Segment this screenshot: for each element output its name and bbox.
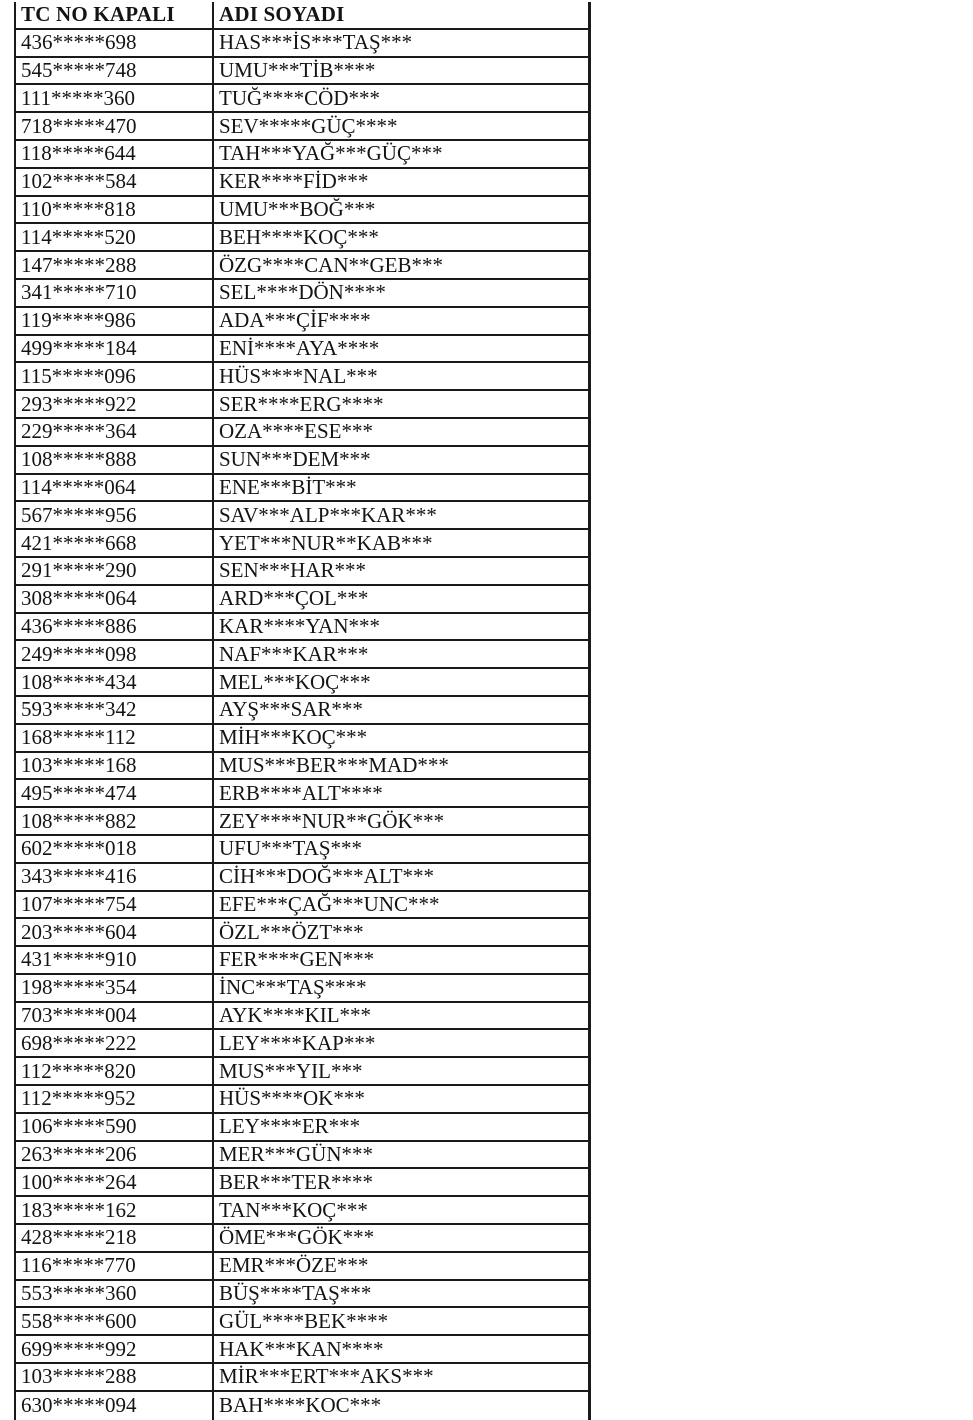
table-row <box>16 1114 588 1142</box>
table-row <box>16 669 588 697</box>
table-row <box>16 1364 588 1392</box>
tc-number-cell: 308*****064 <box>16 586 214 612</box>
name-cell: SUN***DEM*** <box>219 447 371 472</box>
table-row <box>16 753 588 781</box>
tc-number-cell: 114*****520 <box>16 224 214 250</box>
tc-number-cell: 495*****474 <box>16 780 214 806</box>
table-row <box>16 836 588 864</box>
table-row <box>16 1030 588 1058</box>
tc-number-cell: 100*****264 <box>16 1169 214 1195</box>
table-row <box>16 697 588 725</box>
table-row <box>16 308 588 336</box>
name-cell: ÖZL***ÖZT*** <box>219 919 364 944</box>
name-cell: LEY****KAP*** <box>219 1030 376 1055</box>
tc-number-cell: 102*****584 <box>16 169 214 195</box>
table-row <box>16 614 588 642</box>
tc-number-cell: 499*****184 <box>16 336 214 362</box>
name-cell: ARD***ÇOL*** <box>219 586 369 611</box>
table-row <box>16 280 588 308</box>
tc-number-cell: 203*****604 <box>16 919 214 945</box>
tc-number-cell: 119*****986 <box>16 308 214 334</box>
table-body <box>16 30 588 1420</box>
table-row <box>16 780 588 808</box>
name-cell: SEV*****GÜÇ**** <box>219 113 398 138</box>
tc-number-cell: 106*****590 <box>16 1114 214 1140</box>
name-cell: ADA***ÇİF**** <box>219 308 371 333</box>
tc-number-cell: 108*****882 <box>16 808 214 834</box>
tc-number-cell: 183*****162 <box>16 1197 214 1223</box>
tc-number-cell: 110*****818 <box>16 197 214 223</box>
name-cell: CİH***DOĞ***ALT*** <box>219 864 435 889</box>
table-row <box>16 864 588 892</box>
table-row <box>16 336 588 364</box>
tc-number-cell: 593*****342 <box>16 697 214 723</box>
tc-number-cell: 293*****922 <box>16 391 214 417</box>
name-cell: GÜL****BEK**** <box>219 1308 389 1333</box>
name-cell: EFE***ÇAĞ***UNC*** <box>219 891 440 916</box>
name-cell: MİR***ERT***AKS*** <box>219 1364 434 1389</box>
name-cell: ERB****ALT**** <box>219 780 383 805</box>
tc-number-cell: 111*****360 <box>16 85 214 111</box>
name-cell: ÖZG****CAN**GEB*** <box>219 252 443 277</box>
name-cell: FER****GEN*** <box>219 947 375 972</box>
name-cell: İNC***TAŞ**** <box>219 975 367 1000</box>
table-row <box>16 892 588 920</box>
tc-number-cell: 107*****754 <box>16 892 214 918</box>
tc-number-cell: 436*****698 <box>16 30 214 56</box>
name-cell: TUĞ****CÖD*** <box>219 85 380 110</box>
name-cell: BÜŞ****TAŞ*** <box>219 1281 372 1306</box>
table-row <box>16 252 588 280</box>
name-cell: MEL***KOÇ*** <box>219 669 371 694</box>
table-row <box>16 641 588 669</box>
tc-number-cell: 341*****710 <box>16 280 214 306</box>
name-cell: MİH***KOÇ*** <box>219 725 368 750</box>
name-cell: EMR***ÖZE*** <box>219 1253 369 1278</box>
name-cell: NAF***KAR*** <box>219 641 369 666</box>
table-header-row <box>16 2 588 30</box>
tc-number-cell: 112*****820 <box>16 1058 214 1084</box>
tc-number-cell: 558*****600 <box>16 1308 214 1334</box>
table-row <box>16 586 588 614</box>
tc-number-cell: 436*****886 <box>16 614 214 640</box>
name-cell: BAH****KOC*** <box>219 1393 382 1418</box>
tc-number-cell: 115*****096 <box>16 363 214 389</box>
name-cell: BEH****KOÇ*** <box>219 224 379 249</box>
table-row <box>16 30 588 58</box>
column-header-name: ADI SOYADI <box>219 2 345 27</box>
name-cell: YET***NUR**KAB*** <box>219 530 433 555</box>
table-row <box>16 363 588 391</box>
tc-number-cell: 168*****112 <box>16 725 214 751</box>
table-row <box>16 169 588 197</box>
table-row <box>16 1225 588 1253</box>
table-row <box>16 975 588 1003</box>
table-row <box>16 141 588 169</box>
table-row <box>16 1308 588 1336</box>
tc-number-cell: 198*****354 <box>16 975 214 1001</box>
table-row <box>16 1169 588 1197</box>
tc-number-cell: 421*****668 <box>16 530 214 556</box>
table-row <box>16 197 588 225</box>
tc-number-cell: 545*****748 <box>16 58 214 84</box>
tc-number-cell: 108*****888 <box>16 447 214 473</box>
table-row <box>16 808 588 836</box>
name-cell: MUS***YIL*** <box>219 1058 363 1083</box>
table-row <box>16 1197 588 1225</box>
name-cell: SAV***ALP***KAR*** <box>219 502 437 527</box>
tc-number-cell: 116*****770 <box>16 1253 214 1279</box>
tc-number-cell: 553*****360 <box>16 1281 214 1307</box>
table-row <box>16 85 588 113</box>
name-cell: ÖME***GÖK*** <box>219 1225 375 1250</box>
table-row <box>16 58 588 86</box>
tc-number-cell: 703*****004 <box>16 1003 214 1029</box>
name-cell: SEL****DÖN**** <box>219 280 386 305</box>
name-cell: MER***GÜN*** <box>219 1142 374 1167</box>
name-cell: ENİ****AYA**** <box>219 335 380 360</box>
table-row <box>16 558 588 586</box>
tc-number-cell: 263*****206 <box>16 1142 214 1168</box>
name-cell: SER****ERG**** <box>219 391 384 416</box>
name-cell: HAS***İS***TAŞ*** <box>219 30 413 55</box>
tc-number-cell: 103*****168 <box>16 753 214 779</box>
masked-identity-table <box>14 2 591 1420</box>
table-row <box>16 1142 588 1170</box>
tc-number-cell: 147*****288 <box>16 252 214 278</box>
table-row <box>16 725 588 753</box>
name-cell: UMU***TİB**** <box>219 57 376 82</box>
table-row <box>16 1253 588 1281</box>
name-cell: HÜS****NAL*** <box>219 363 378 388</box>
name-cell: AYK****KIL*** <box>219 1003 372 1028</box>
name-cell: AYŞ***SAR*** <box>219 697 363 722</box>
tc-number-cell: 431*****910 <box>16 947 214 973</box>
name-cell: KAR****YAN*** <box>219 613 381 638</box>
table-row <box>16 447 588 475</box>
name-cell: HÜS****OK*** <box>219 1086 365 1111</box>
tc-number-cell: 699*****992 <box>16 1336 214 1362</box>
table-row <box>16 475 588 503</box>
table-row <box>16 502 588 530</box>
tc-number-cell: 428*****218 <box>16 1225 214 1251</box>
tc-number-cell: 602*****018 <box>16 836 214 862</box>
name-cell: BER***TER**** <box>219 1169 374 1194</box>
name-cell: MUS***BER***MAD*** <box>219 752 449 777</box>
tc-number-cell: 103*****288 <box>16 1364 214 1390</box>
table-row <box>16 391 588 419</box>
column-header-tc-no: TC NO KAPALI <box>16 2 214 28</box>
name-cell: HAK***KAN**** <box>219 1336 384 1361</box>
tc-number-cell: 114*****064 <box>16 475 214 501</box>
name-cell: SEN***HAR*** <box>219 558 367 583</box>
tc-number-cell: 343*****416 <box>16 864 214 890</box>
tc-number-cell: 229*****364 <box>16 419 214 445</box>
name-cell: LEY****ER*** <box>219 1114 361 1139</box>
tc-number-cell: 567*****956 <box>16 502 214 528</box>
name-cell: KER****FİD*** <box>219 169 369 194</box>
tc-number-cell: 112*****952 <box>16 1086 214 1112</box>
name-cell: OZA****ESE*** <box>219 419 373 444</box>
tc-number-cell: 249*****098 <box>16 641 214 667</box>
name-cell: UFU***TAŞ*** <box>219 836 363 861</box>
tc-number-cell: 718*****470 <box>16 113 214 139</box>
name-cell: TAN***KOÇ*** <box>219 1197 368 1222</box>
tc-number-cell: 108*****434 <box>16 669 214 695</box>
tc-number-cell: 698*****222 <box>16 1030 214 1056</box>
table-row <box>16 530 588 558</box>
name-cell: UMU***BOĞ*** <box>219 196 376 221</box>
table-row <box>16 113 588 141</box>
name-cell: ENE***BİT*** <box>219 474 357 499</box>
table-row <box>16 947 588 975</box>
table-row <box>16 919 588 947</box>
table-row <box>16 1003 588 1031</box>
name-cell: TAH***YAĞ***GÜÇ*** <box>219 141 443 166</box>
tc-number-cell: 291*****290 <box>16 558 214 584</box>
table-row <box>16 1392 588 1420</box>
table-row <box>16 1086 588 1114</box>
name-cell: ZEY****NUR**GÖK*** <box>219 808 445 833</box>
table-row <box>16 1336 588 1364</box>
table-row <box>16 1281 588 1309</box>
table-row <box>16 1058 588 1086</box>
table-row <box>16 224 588 252</box>
table-row <box>16 419 588 447</box>
tc-number-cell: 630*****094 <box>16 1392 214 1420</box>
tc-number-cell: 118*****644 <box>16 141 214 167</box>
